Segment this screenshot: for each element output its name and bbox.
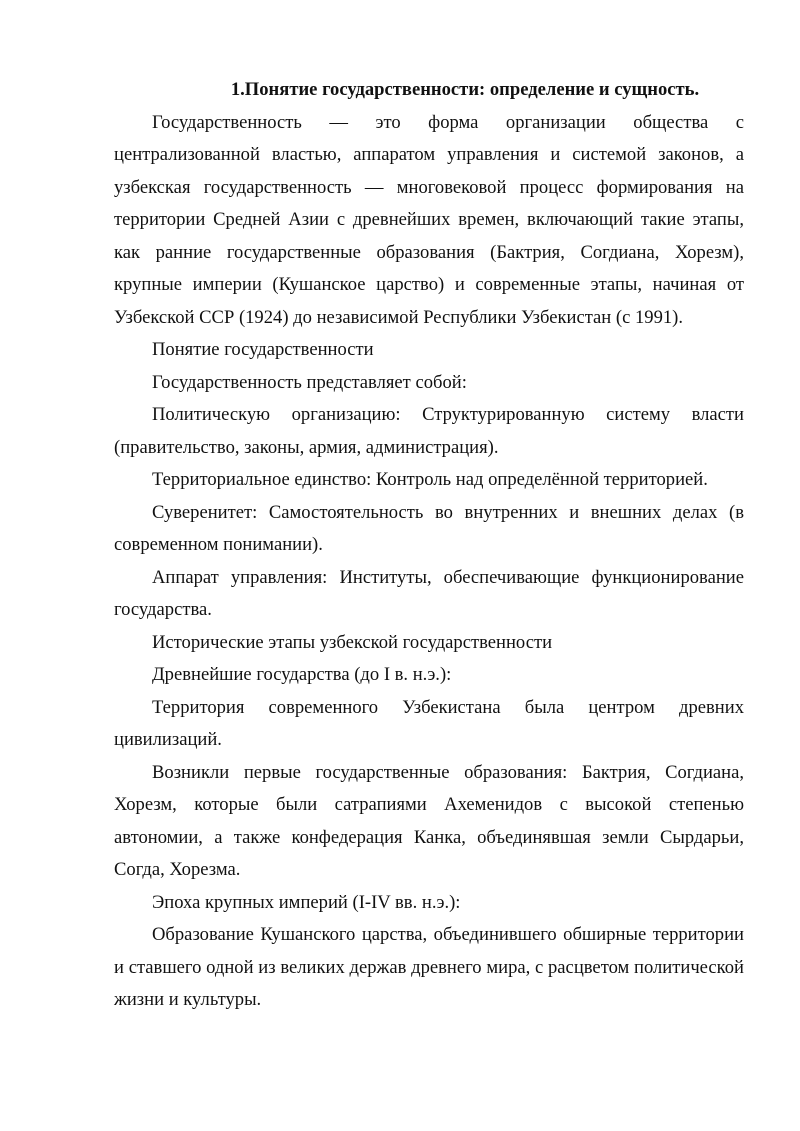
document-body (114, 74, 744, 1017)
section-title: 1.Понятие государственности: определение и сущность. (230, 79, 700, 100)
paragraph-heading-concept: Понятие государственности (152, 339, 374, 360)
paragraph-ancient-states: Древнейшие государства (до I в. н.э.): (152, 664, 452, 685)
paragraph-administration: Аппарат управления: Институты, обеспечивающие функционирование государства. (114, 566, 744, 620)
paragraph-ancient-civilizations: Территория современного Узбекистана была центром древних цивилизаций. (114, 696, 744, 750)
paragraph-empires-era: Эпоха крупных империй (I-IV вв. н.э.): (152, 891, 461, 913)
paragraph-definition: Государственность — это форма организации общества с централизованной властью, аппаратом управления и системой законов, а узбекская государственность — многовековой процесс формирования на территории Средней Азии с древнейших времен, включающий такие этапы, как ранние государственные образования (Бактрия, Согдиана, Хорезм), крупные империи (Кушанское царство) и современные этапы, начиная от Узбекской ССР (1924) до независимой Республики Узбекистан (с 1991). (114, 111, 744, 328)
paragraph-sovereignty: Суверенитет: Самостоятельность во внутренних и внешних делах (в современном понимании). (114, 501, 744, 555)
paragraph-political-organization: Политическую организацию: Структурированную систему власти (правительство, законы, армия, администрация). (114, 404, 744, 458)
paragraph-intro-list: Государственность представляет собой: (152, 371, 467, 393)
paragraph-territorial-unity: Территориальное единство: Контроль над определённой территорией. (152, 469, 708, 490)
paragraph-kushan-kingdom: Образование Кушанского царства, объединившего обширные территории и ставшего одной из великих держав древнего мира, с расцветом политической жизни и культуры. (114, 924, 744, 1010)
paragraph-first-states: Возникли первые государственные образования: Бактрия, Согдиана, Хорезм, которые были сатрапиями Ахеменидов с высокой степенью автономии, а также конфедерация Канка, объединявшая земли Сырдарьи, Согда, Хорезма. (114, 761, 744, 880)
paragraph-heading-stages: Исторические этапы узбекской государственности (152, 631, 553, 653)
